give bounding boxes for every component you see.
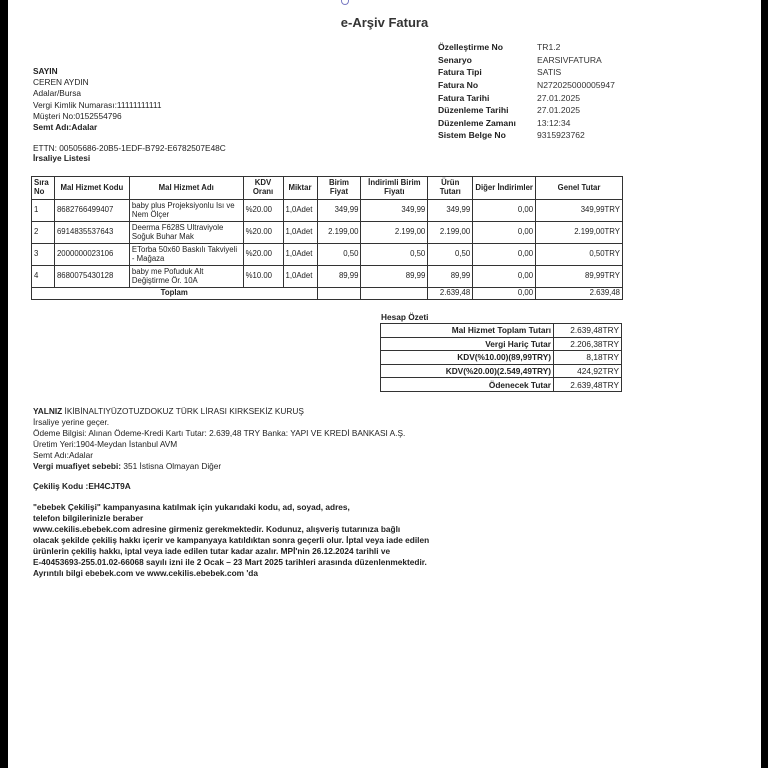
summary-label: KDV(%20.00)(2.549,49TRY) — [381, 364, 554, 378]
total-urun: 2.639,48 — [428, 288, 473, 300]
cell-urun: 0,50 — [428, 244, 473, 266]
campaign-text — [33, 502, 429, 579]
meta-row — [438, 129, 615, 142]
campaign-line: olacak şekilde çekiliş hakkı içerir ve kampanyaya katıldıktan sonra geçerli olur. İptal veya iade edilen — [33, 535, 430, 545]
notes-block — [33, 406, 405, 492]
cell-genel: 89,99TRY — [536, 266, 623, 288]
campaign-line: Ayrıntılı bilgi ebebek.com ve www.cekilis.ebebek.com 'da — [33, 568, 258, 578]
meta-row — [438, 41, 615, 54]
meta-label: Düzenleme Tarihi — [438, 105, 509, 116]
col-header-miktar: Miktar — [283, 177, 317, 200]
col-header-indirimli: İndirimli Birim Fiyatı — [361, 177, 428, 200]
meta-value: TR1.2 — [537, 42, 561, 53]
total-empty-cell — [361, 288, 428, 300]
cell-sira: 1 — [32, 200, 55, 222]
summary-table — [380, 323, 622, 392]
summary-value: 424,92TRY — [554, 364, 622, 378]
customer-number: Müşteri No:0152554796 — [33, 110, 122, 121]
campaign-line: telefon bilgilerinizle beraber — [33, 513, 144, 523]
items-table — [31, 176, 623, 300]
cell-fiyat: 349,99 — [317, 200, 361, 222]
yalniz-text: İKİBİNALTIYÜZOTUZDOKUZ TÜRK LİRASI KIRKSEKİZ KURUŞ — [64, 406, 304, 416]
col-header-kdv: KDV Oranı — [243, 177, 283, 200]
cell-sira: 2 — [32, 222, 55, 244]
meta-label: Özelleştirme No — [438, 42, 503, 53]
meta-label: Fatura Tipi — [438, 67, 482, 78]
col-header-ad: Mal Hizmet Adı — [129, 177, 243, 200]
cell-genel: 0,50TRY — [536, 244, 623, 266]
ettn: ETTN: 00505686-20B5-1EDF-B792-E6782507E48C — [33, 143, 226, 153]
summary-row — [381, 378, 622, 392]
meta-row — [438, 91, 615, 104]
col-header-fiyat: Birim Fiyat — [317, 177, 361, 200]
cell-diger: 0,00 — [473, 266, 536, 288]
irsaliye-title: İrsaliye Listesi — [33, 153, 91, 164]
meta-value: 9315923762 — [537, 130, 585, 141]
cell-kdv: %20.00 — [243, 244, 283, 266]
irsaliye-note: İrsaliye yerine geçer. — [33, 417, 110, 427]
customer-block — [33, 66, 162, 133]
cell-miktar: 1,0Adet — [283, 244, 317, 266]
cell-indirimli: 0,50 — [361, 244, 428, 266]
customer-name: CEREN AYDIN — [33, 77, 89, 88]
cell-diger: 0,00 — [473, 200, 536, 222]
cell-indirimli: 89,99 — [361, 266, 428, 288]
col-header-kod: Mal Hizmet Kodu — [54, 177, 129, 200]
cell-fiyat: 89,99 — [317, 266, 361, 288]
campaign-line: E-40453693-255.01.02-66068 sayılı izni ile 2 Ocak – 23 Mart 2025 tarihleri arasında düzenlenmektedir. — [33, 557, 427, 567]
ettn-block — [33, 143, 226, 163]
yalniz-line — [33, 406, 405, 417]
cell-kdv: %10.00 — [243, 266, 283, 288]
total-genel: 2.639,48 — [536, 288, 623, 300]
customer-address: Adalar/Bursa — [33, 88, 81, 99]
summary-value: 2.206,38TRY — [554, 337, 622, 351]
cell-kod: 8680075430128 — [54, 266, 129, 288]
cell-ad: Deerma F628S Ultraviyole Soğuk Buhar Mak — [129, 222, 243, 244]
meta-label: Düzenleme Zamanı — [438, 117, 516, 128]
summary-label: Ödenecek Tutar — [381, 378, 554, 392]
cell-sira: 3 — [32, 244, 55, 266]
cell-kod: 6914835537643 — [54, 222, 129, 244]
invoice-title: e-Arşiv Fatura — [340, 15, 429, 30]
col-header-diger: Diğer İndirimler — [473, 177, 536, 200]
hesap-ozeti-title: Hesap Özeti — [381, 312, 429, 322]
meta-label: Senaryo — [438, 54, 472, 65]
meta-value: 27.01.2025 — [537, 105, 581, 116]
meta-label: Sistem Belge No — [438, 130, 506, 141]
cell-genel: 349,99TRY — [536, 200, 623, 222]
cell-genel: 2.199,00TRY — [536, 222, 623, 244]
total-label: Toplam — [32, 288, 318, 300]
cell-indirimli: 2.199,00 — [361, 222, 428, 244]
meta-value: SATIS — [537, 67, 562, 78]
cell-ad: baby plus Projeksiyonlu Isı ve Nem Ölçer — [129, 200, 243, 222]
cell-fiyat: 0,50 — [317, 244, 361, 266]
cell-diger: 0,00 — [473, 244, 536, 266]
meta-value: EARSIVFATURA — [537, 54, 602, 65]
cell-urun: 2.199,00 — [428, 222, 473, 244]
summary-label: KDV(%10.00)(89,99TRY) — [381, 351, 554, 365]
meta-row — [438, 54, 615, 67]
cell-kod: 8682766499407 — [54, 200, 129, 222]
logo-fragment — [341, 0, 349, 5]
table-header-row — [32, 177, 623, 200]
cell-diger: 0,00 — [473, 222, 536, 244]
summary-value: 2.639,48TRY — [554, 324, 622, 338]
cell-kdv: %20.00 — [243, 200, 283, 222]
summary-row — [381, 351, 622, 365]
cell-kod: 2000000023106 — [54, 244, 129, 266]
district-note: Semt Adı:Adalar — [33, 450, 93, 460]
cell-fiyat: 2.199,00 — [317, 222, 361, 244]
meta-value: 27.01.2025 — [537, 92, 581, 103]
summary-value: 8,18TRY — [554, 351, 622, 365]
table-row — [32, 222, 623, 244]
customer-district: Semt Adı:Adalar — [33, 122, 98, 133]
summary-label: Vergi Hariç Tutar — [381, 337, 554, 351]
summary-row — [381, 337, 622, 351]
table-row — [32, 200, 623, 222]
cell-ad: ETorba 50x60 Baskılı Takviyeli - Mağaza — [129, 244, 243, 266]
payment-info: Ödeme Bilgisi: Alınan Ödeme-Kredi Kartı Tutar: 2.639,48 TRY Banka: YAPI VE KREDİ BANKASI A.Ş. — [33, 428, 406, 438]
exemption-text: 351 İstisna Olmayan Diğer — [123, 461, 222, 471]
cell-ad: baby me Pofuduk Alt Değiştirme Ör. 10A — [129, 266, 243, 288]
customer-vkn: Vergi Kimlik Numarası:11111111111 — [33, 99, 162, 110]
cell-urun: 89,99 — [428, 266, 473, 288]
invoice-meta — [438, 41, 615, 142]
production-place: Üretim Yeri:1904-Meydan İstanbul AVM — [33, 439, 178, 449]
col-header-urun: Ürün Tutarı — [428, 177, 473, 200]
cell-urun: 349,99 — [428, 200, 473, 222]
raffle-code: Çekiliş Kodu :EH4CJT9A — [33, 481, 131, 491]
summary-row — [381, 324, 622, 338]
table-total-row — [32, 288, 623, 300]
table-row — [32, 266, 623, 288]
summary-label: Mal Hizmet Toplam Tutarı — [381, 324, 554, 338]
cell-indirimli: 349,99 — [361, 200, 428, 222]
yalniz-label: YALNIZ — [33, 406, 63, 416]
cell-kdv: %20.00 — [243, 222, 283, 244]
customer-greeting: SAYIN — [33, 66, 58, 76]
cell-sira: 4 — [32, 266, 55, 288]
cell-miktar: 1,0Adet — [283, 222, 317, 244]
summary-value: 2.639,48TRY — [554, 378, 622, 392]
exemption-line — [33, 461, 405, 472]
campaign-line: "ebebek Çekilişi" kampanyasına katılmak için yukarıdaki kodu, ad, soyad, adres, — [33, 502, 350, 512]
total-diger: 0,00 — [473, 288, 536, 300]
meta-label: Fatura No — [438, 80, 479, 91]
campaign-line: www.cekilis.ebebek.com adresine girmeniz gerekmektedir. Kodunuz, alışveriş tutarınıza bağlı — [33, 524, 401, 534]
meta-label: Fatura Tarihi — [438, 92, 490, 103]
meta-row — [438, 117, 615, 130]
campaign-line: ürünlerin çekiliş hakkı, iptal veya iade edilen tutar kadar azalır. MPİ'nin 26.12.2024 tarihli ve — [33, 546, 391, 556]
col-header-sira: Sıra No — [32, 177, 55, 200]
meta-row — [438, 104, 615, 117]
cell-miktar: 1,0Adet — [283, 200, 317, 222]
summary-row — [381, 364, 622, 378]
col-header-genel: Genel Tutar — [536, 177, 623, 200]
invoice-page — [8, 0, 761, 768]
exemption-label: Vergi muafiyet sebebi: — [33, 461, 122, 471]
cell-miktar: 1,0Adet — [283, 266, 317, 288]
total-empty-cell — [317, 288, 361, 300]
meta-row — [438, 66, 615, 79]
meta-value: 13:12:34 — [537, 117, 571, 128]
meta-value: N272025000005947 — [537, 80, 615, 91]
meta-row — [438, 79, 615, 92]
table-row — [32, 244, 623, 266]
